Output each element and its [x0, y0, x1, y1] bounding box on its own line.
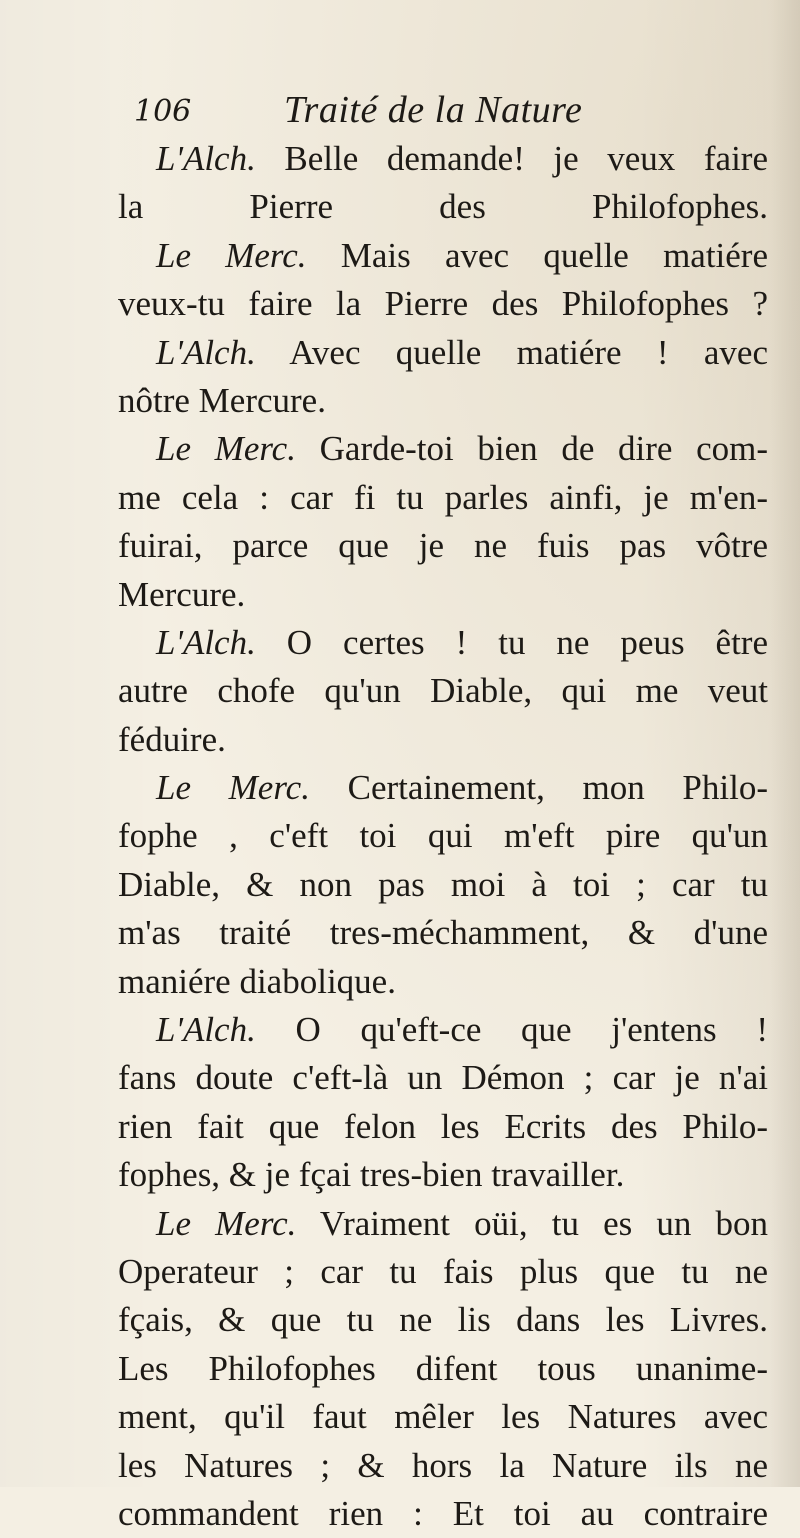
text-line: [118, 812, 768, 860]
speaker-label: L'Alch.: [156, 1010, 256, 1050]
text-line: [118, 1248, 768, 1296]
text-line: [118, 958, 768, 1006]
text-line: [118, 135, 768, 183]
speaker-label: Le Merc.: [156, 1203, 297, 1243]
text-line: [118, 522, 768, 570]
line-text: fçais, & que tu ne lis dans les Livres.: [118, 1300, 768, 1340]
line-text: Diable, & non pas moi à toi ; car tu: [118, 864, 768, 904]
text-line: [118, 1103, 768, 1151]
text-line: [118, 280, 768, 328]
text-line: [118, 1442, 768, 1490]
speaker-label: L'Alch.: [156, 139, 256, 178]
text-line: [118, 764, 768, 812]
text-line: [118, 619, 768, 667]
text-line: [118, 1151, 768, 1199]
line-text: O certes ! tu ne peus être: [255, 622, 768, 662]
text-line: [118, 861, 768, 909]
line-text: fophes, & je fçai tres-bien travailler.: [118, 1155, 625, 1195]
text-line: [118, 1345, 768, 1393]
line-text: fuirai, parce que je ne fuis pas vôtre: [118, 526, 768, 566]
line-text: Belle demande! je veux faire: [255, 139, 768, 178]
line-text: me cela : car fi tu parles ainfi, je m'en-: [118, 477, 768, 517]
line-text: commandent rien : Et toi au contraire: [118, 1493, 768, 1533]
line-text: Operateur ; car tu fais plus que tu ne: [118, 1251, 768, 1291]
text-line: [118, 329, 768, 377]
text-line: [118, 1200, 768, 1248]
line-text: fans doute c'eft-là un Démon ; car je n'ai: [118, 1058, 768, 1098]
line-text: Mercure.: [118, 574, 246, 614]
text-line: [118, 667, 768, 715]
page-header: [134, 88, 654, 138]
line-text: Les Philofophes difent tous unanime-: [118, 1348, 768, 1388]
line-text: autre chofe qu'un Diable, qui me veut: [118, 671, 768, 711]
line-text: les Natures ; & hors la Nature ils ne: [118, 1445, 768, 1485]
text-line: [118, 474, 768, 522]
text-line: [118, 1393, 768, 1441]
text-line: [118, 232, 768, 280]
line-text: Garde-toi bien de dire com-: [295, 429, 769, 469]
running-head: Traité de la Nature: [284, 89, 583, 131]
line-text: O qu'eft-ce que j'entens !: [255, 1010, 768, 1050]
text-line: [118, 1490, 768, 1538]
speaker-label: Le Merc.: [156, 768, 310, 808]
line-text: Certainement, mon Philo-: [309, 768, 768, 808]
text-line: [118, 1296, 768, 1344]
text-line: [118, 377, 768, 425]
page-fold-shadow: [770, 0, 800, 1487]
line-text: la Pierre des Philofophes.: [118, 187, 768, 227]
line-text: féduire.: [118, 719, 226, 759]
speaker-label: Le Merc.: [156, 429, 296, 469]
text-line: [118, 909, 768, 957]
text-line: [118, 716, 768, 764]
line-text: Vraiment oüi, tu es un bon: [296, 1203, 769, 1243]
line-text: Avec quelle matiére ! avec: [255, 332, 768, 372]
line-text: nôtre Mercure.: [118, 380, 326, 420]
line-text: rien fait que felon les Ecrits des Philo-: [118, 1106, 768, 1146]
line-text: m'as traité tres-méchamment, & d'une: [118, 913, 768, 953]
line-text: Mais avec quelle matiére: [306, 235, 768, 275]
page-number: 106: [134, 94, 192, 129]
text-line: [118, 571, 768, 619]
body-text: [118, 135, 768, 1538]
line-text: maniére diabolique.: [118, 961, 396, 1001]
line-text: fophe , c'eft toi qui m'eft pire qu'un: [118, 816, 768, 856]
text-line: [118, 425, 768, 473]
line-text: ment, qu'il faut mêler les Natures avec: [118, 1397, 768, 1437]
text-line: [118, 1054, 768, 1102]
speaker-label: L'Alch.: [156, 622, 256, 662]
speaker-label: L'Alch.: [156, 332, 256, 372]
line-text: veux-tu faire la Pierre des Philofophes ?: [118, 284, 768, 324]
text-line: [118, 1006, 768, 1054]
text-line: [118, 183, 768, 231]
speaker-label: Le Merc.: [156, 235, 307, 275]
